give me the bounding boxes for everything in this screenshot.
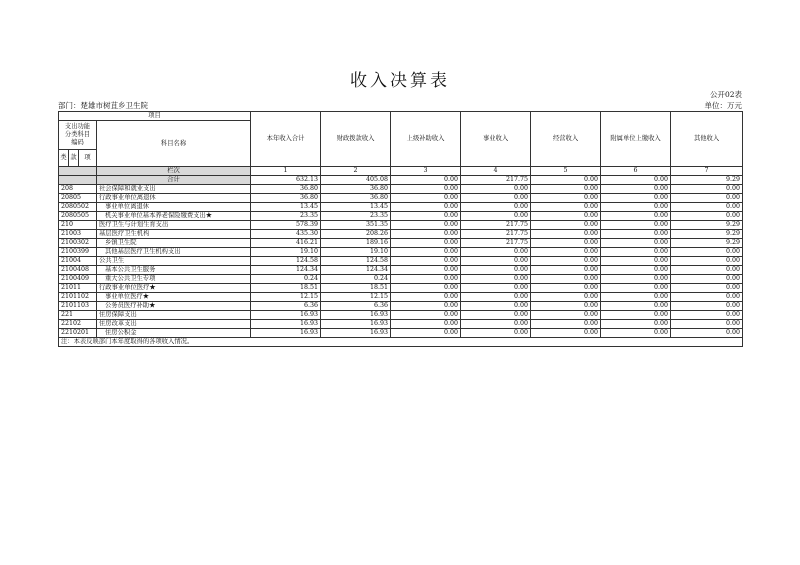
total-cell: 632.13 — [251, 176, 321, 185]
row-code: 21004 — [59, 257, 97, 266]
row-value-col-7: 0.00 — [671, 284, 743, 293]
col-number-1: 1 — [251, 167, 321, 176]
row-code: 208 — [59, 185, 97, 194]
row-value-col-2: 351.35 — [321, 221, 391, 230]
row-value-col-1: 6.36 — [251, 302, 321, 311]
row-subject-name: 事业单位医疗★ — [97, 293, 251, 302]
row-subject-name: 重大公共卫生专项 — [97, 275, 251, 284]
table-row — [59, 320, 743, 329]
row-value-col-5: 0.00 — [531, 203, 601, 212]
row-value-col-5: 0.00 — [531, 194, 601, 203]
row-code: 221 — [59, 311, 97, 320]
table-row — [59, 302, 743, 311]
row-value-col-3: 0.00 — [391, 257, 461, 266]
header-col-4: 事业收入 — [461, 112, 531, 167]
row-value-col-2: 19.10 — [321, 248, 391, 257]
row-value-col-3: 0.00 — [391, 311, 461, 320]
row-value-col-4: 0.00 — [461, 302, 531, 311]
row-value-col-3: 0.00 — [391, 293, 461, 302]
row-value-col-3: 0.00 — [391, 266, 461, 275]
col-number-7: 7 — [671, 167, 743, 176]
row-subject-name: 住房保障支出 — [97, 311, 251, 320]
row-value-col-2: 124.58 — [321, 257, 391, 266]
lanci-blank — [59, 167, 97, 176]
row-value-col-7: 0.00 — [671, 311, 743, 320]
row-value-col-2: 189.16 — [321, 239, 391, 248]
row-value-col-5: 0.00 — [531, 311, 601, 320]
row-value-col-3: 0.00 — [391, 275, 461, 284]
row-value-col-3: 0.00 — [391, 194, 461, 203]
row-value-col-7: 0.00 — [671, 302, 743, 311]
row-value-col-5: 0.00 — [531, 302, 601, 311]
col-number-5: 5 — [531, 167, 601, 176]
row-value-col-1: 416.21 — [251, 239, 321, 248]
col-number-4: 4 — [461, 167, 531, 176]
row-value-col-3: 0.00 — [391, 221, 461, 230]
table-body — [59, 185, 743, 338]
table-row — [59, 194, 743, 203]
row-subject-name: 基本公共卫生服务 — [97, 266, 251, 275]
row-value-col-4: 0.00 — [461, 320, 531, 329]
row-value-col-1: 16.93 — [251, 320, 321, 329]
table-row — [59, 239, 743, 248]
table-row — [59, 203, 743, 212]
total-cell: 9.29 — [671, 176, 743, 185]
row-value-col-7: 9.29 — [671, 239, 743, 248]
row-value-col-7: 9.29 — [671, 230, 743, 239]
row-value-col-1: 12.15 — [251, 293, 321, 302]
row-value-col-2: 12.15 — [321, 293, 391, 302]
row-value-col-6: 0.00 — [601, 239, 671, 248]
row-value-col-2: 16.93 — [321, 311, 391, 320]
row-value-col-4: 0.00 — [461, 185, 531, 194]
table-row — [59, 311, 743, 320]
row-value-col-6: 0.00 — [601, 257, 671, 266]
row-value-col-5: 0.00 — [531, 185, 601, 194]
row-value-col-7: 0.00 — [671, 248, 743, 257]
header-xiang: 项 — [79, 150, 97, 167]
unit-label: 单位：万元 — [704, 101, 742, 110]
table-row — [59, 257, 743, 266]
row-value-col-1: 16.93 — [251, 311, 321, 320]
row-value-col-6: 0.00 — [601, 275, 671, 284]
row-subject-name: 行政事业单位离退休 — [97, 194, 251, 203]
row-value-col-5: 0.00 — [531, 320, 601, 329]
row-value-col-6: 0.00 — [601, 212, 671, 221]
row-value-col-1: 36.80 — [251, 194, 321, 203]
table-row — [59, 230, 743, 239]
header-subject-name: 科目名称 — [97, 121, 251, 167]
row-value-col-1: 16.93 — [251, 329, 321, 338]
row-subject-name: 住房改革支出 — [97, 320, 251, 329]
row-value-col-2: 23.35 — [321, 212, 391, 221]
table-row — [59, 212, 743, 221]
row-value-col-4: 0.00 — [461, 248, 531, 257]
row-value-col-2: 13.45 — [321, 203, 391, 212]
row-value-col-5: 0.00 — [531, 257, 601, 266]
row-value-col-4: 0.00 — [461, 194, 531, 203]
total-label: 合计 — [97, 176, 251, 185]
row-value-col-7: 0.00 — [671, 329, 743, 338]
report-title: 收入决算表 — [350, 71, 450, 91]
row-value-col-5: 0.00 — [531, 329, 601, 338]
row-value-col-6: 0.00 — [601, 221, 671, 230]
row-value-col-1: 23.35 — [251, 212, 321, 221]
row-value-col-5: 0.00 — [531, 248, 601, 257]
row-code: 21011 — [59, 284, 97, 293]
row-code: 2080505 — [59, 212, 97, 221]
row-value-col-5: 0.00 — [531, 284, 601, 293]
header-kuan: 款 — [69, 150, 79, 167]
row-value-col-1: 36.80 — [251, 185, 321, 194]
row-value-col-6: 0.00 — [601, 266, 671, 275]
row-value-col-5: 0.00 — [531, 239, 601, 248]
total-cell: 0.00 — [531, 176, 601, 185]
row-code: 2100302 — [59, 239, 97, 248]
row-value-col-6: 0.00 — [601, 311, 671, 320]
row-value-col-7: 9.29 — [671, 221, 743, 230]
header-func-class: 支出功能分类科目编码 — [59, 121, 97, 150]
row-value-col-3: 0.00 — [391, 203, 461, 212]
table-row — [59, 284, 743, 293]
row-value-col-4: 0.00 — [461, 275, 531, 284]
total-cell: 217.75 — [461, 176, 531, 185]
row-value-col-1: 124.58 — [251, 257, 321, 266]
row-value-col-7: 0.00 — [671, 275, 743, 284]
row-value-col-2: 36.80 — [321, 194, 391, 203]
row-code: 22102 — [59, 320, 97, 329]
row-value-col-3: 0.00 — [391, 239, 461, 248]
row-value-col-7: 0.00 — [671, 185, 743, 194]
row-subject-name: 基层医疗卫生机构 — [97, 230, 251, 239]
row-value-col-4: 0.00 — [461, 284, 531, 293]
income-table — [58, 111, 743, 347]
header-col-5: 经营收入 — [531, 112, 601, 167]
header-lanci: 栏次 — [97, 167, 251, 176]
row-value-col-7: 0.00 — [671, 293, 743, 302]
header-col-6: 附属单位上缴收入 — [601, 112, 671, 167]
row-value-col-7: 0.00 — [671, 266, 743, 275]
total-blank — [59, 176, 97, 185]
row-value-col-3: 0.00 — [391, 230, 461, 239]
total-cell: 0.00 — [601, 176, 671, 185]
total-cell: 0.00 — [391, 176, 461, 185]
row-code: 2210201 — [59, 329, 97, 338]
row-value-col-2: 16.93 — [321, 329, 391, 338]
row-value-col-2: 208.26 — [321, 230, 391, 239]
row-value-col-4: 0.00 — [461, 293, 531, 302]
row-subject-name: 行政事业单位医疗★ — [97, 284, 251, 293]
row-value-col-2: 124.34 — [321, 266, 391, 275]
header-col-2: 财政拨款收入 — [321, 112, 391, 167]
row-value-col-2: 6.36 — [321, 302, 391, 311]
row-value-col-6: 0.00 — [601, 284, 671, 293]
row-subject-name: 住房公积金 — [97, 329, 251, 338]
row-subject-name: 社会保障和就业支出 — [97, 185, 251, 194]
row-subject-name: 乡镇卫生院 — [97, 239, 251, 248]
row-code: 2101102 — [59, 293, 97, 302]
row-subject-name: 公务员医疗补助★ — [97, 302, 251, 311]
row-value-col-6: 0.00 — [601, 230, 671, 239]
col-number-2: 2 — [321, 167, 391, 176]
row-subject-name: 机关事业单位基本养老保险缴费支出★ — [97, 212, 251, 221]
row-value-col-1: 13.45 — [251, 203, 321, 212]
row-value-col-5: 0.00 — [531, 212, 601, 221]
row-value-col-7: 0.00 — [671, 194, 743, 203]
row-value-col-4: 0.00 — [461, 311, 531, 320]
row-value-col-2: 18.51 — [321, 284, 391, 293]
row-value-col-1: 18.51 — [251, 284, 321, 293]
table-note: 注：本表反映部门本年度取得的各项收入情况。 — [59, 338, 743, 347]
row-value-col-4: 217.75 — [461, 239, 531, 248]
row-value-col-7: 0.00 — [671, 320, 743, 329]
row-value-col-3: 0.00 — [391, 329, 461, 338]
row-value-col-4: 0.00 — [461, 203, 531, 212]
department-label: 部门：楚雄市树苴乡卫生院 — [58, 101, 148, 110]
row-value-col-6: 0.00 — [601, 329, 671, 338]
row-value-col-4: 217.75 — [461, 230, 531, 239]
table-row — [59, 293, 743, 302]
row-code: 20805 — [59, 194, 97, 203]
row-value-col-4: 0.00 — [461, 257, 531, 266]
row-code: 2100409 — [59, 275, 97, 284]
row-code: 21003 — [59, 230, 97, 239]
table-row — [59, 185, 743, 194]
row-value-col-7: 0.00 — [671, 212, 743, 221]
row-value-col-3: 0.00 — [391, 284, 461, 293]
row-value-col-5: 0.00 — [531, 275, 601, 284]
header-col-1: 本年收入合计 — [251, 112, 321, 167]
row-value-col-3: 0.00 — [391, 248, 461, 257]
row-value-col-3: 0.00 — [391, 212, 461, 221]
row-value-col-1: 19.10 — [251, 248, 321, 257]
row-subject-name: 其他基层医疗卫生机构支出 — [97, 248, 251, 257]
row-value-col-2: 36.80 — [321, 185, 391, 194]
row-value-col-4: 217.75 — [461, 221, 531, 230]
row-value-col-5: 0.00 — [531, 266, 601, 275]
row-value-col-1: 0.24 — [251, 275, 321, 284]
row-value-col-5: 0.00 — [531, 230, 601, 239]
table-row — [59, 275, 743, 284]
row-value-col-6: 0.00 — [601, 293, 671, 302]
row-value-col-7: 0.00 — [671, 257, 743, 266]
row-value-col-4: 0.00 — [461, 212, 531, 221]
row-value-col-5: 0.00 — [531, 221, 601, 230]
table-row — [59, 266, 743, 275]
table-row — [59, 329, 743, 338]
row-code: 2080502 — [59, 203, 97, 212]
row-value-col-6: 0.00 — [601, 194, 671, 203]
row-value-col-2: 16.93 — [321, 320, 391, 329]
row-code: 2100399 — [59, 248, 97, 257]
table-row — [59, 221, 743, 230]
row-value-col-2: 0.24 — [321, 275, 391, 284]
row-value-col-4: 0.00 — [461, 266, 531, 275]
row-code: 2100408 — [59, 266, 97, 275]
row-subject-name: 公共卫生 — [97, 257, 251, 266]
col-number-6: 6 — [601, 167, 671, 176]
total-cell: 405.08 — [321, 176, 391, 185]
row-value-col-3: 0.00 — [391, 302, 461, 311]
row-value-col-6: 0.00 — [601, 248, 671, 257]
row-value-col-4: 0.00 — [461, 329, 531, 338]
row-subject-name: 事业单位离退休 — [97, 203, 251, 212]
row-value-col-1: 578.39 — [251, 221, 321, 230]
header-item: 项目 — [59, 112, 251, 121]
header-col-7: 其他收入 — [671, 112, 743, 167]
col-number-3: 3 — [391, 167, 461, 176]
row-value-col-1: 124.34 — [251, 266, 321, 275]
row-code: 210 — [59, 221, 97, 230]
table-row — [59, 248, 743, 257]
row-value-col-1: 435.30 — [251, 230, 321, 239]
row-subject-name: 医疗卫生与计划生育支出 — [97, 221, 251, 230]
row-value-col-3: 0.00 — [391, 185, 461, 194]
row-value-col-6: 0.00 — [601, 185, 671, 194]
row-value-col-3: 0.00 — [391, 320, 461, 329]
header-col-3: 上级补助收入 — [391, 112, 461, 167]
row-value-col-6: 0.00 — [601, 203, 671, 212]
row-value-col-7: 0.00 — [671, 203, 743, 212]
row-value-col-5: 0.00 — [531, 293, 601, 302]
row-value-col-6: 0.00 — [601, 302, 671, 311]
row-code: 2101103 — [59, 302, 97, 311]
row-value-col-6: 0.00 — [601, 320, 671, 329]
header-lei: 类 — [59, 150, 69, 167]
form-number: 公开02表 — [709, 90, 742, 99]
